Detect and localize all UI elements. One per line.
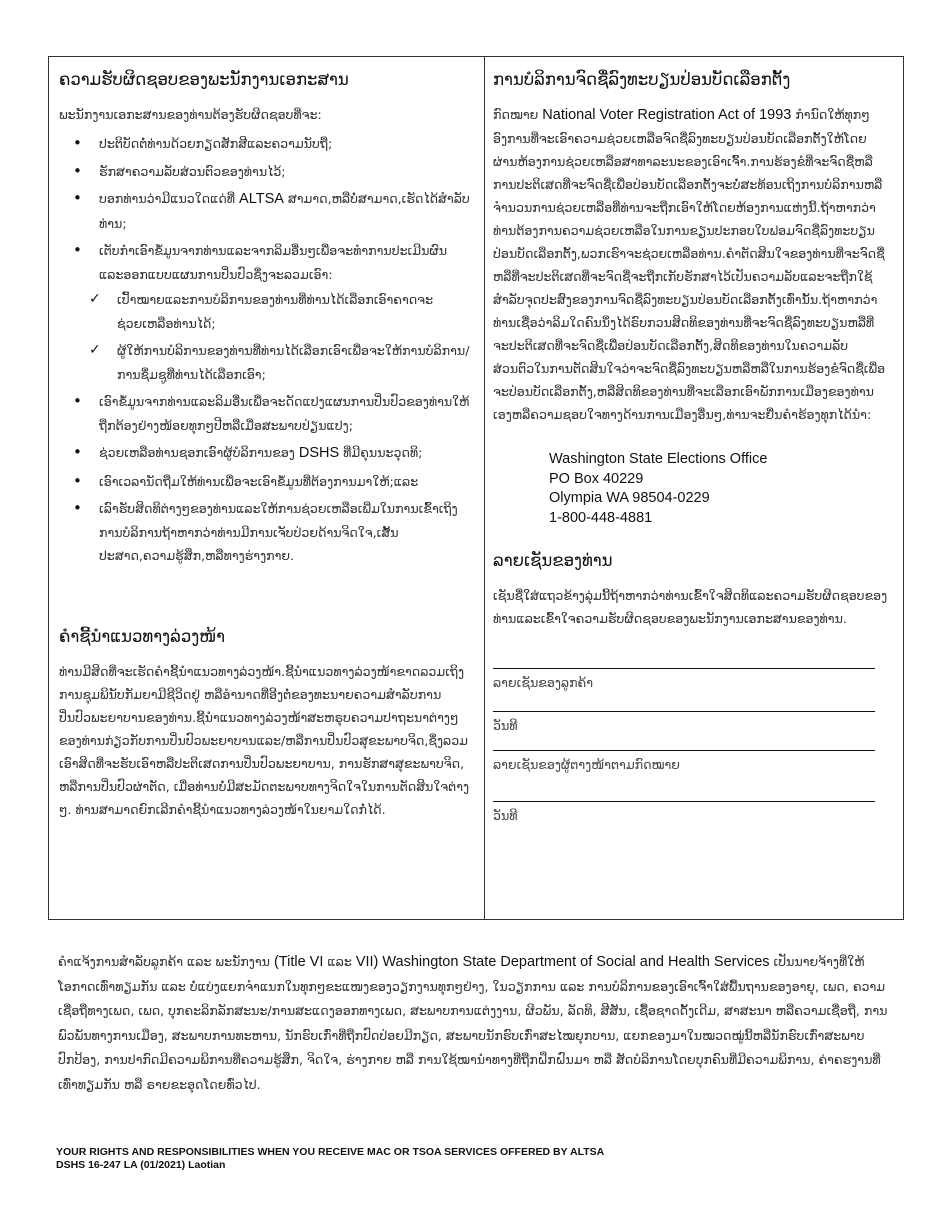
client-signature-field[interactable] [493,668,889,693]
nondiscrimination-notice [58,950,890,1097]
body-text: ກຳນົດໃຫ້ທຸກໆອົງການທີ່ຈະເອົາຄວາມຊ່ວຍເຫລືອຈົດຊື່ລົງທະບຽນປ່ອນບັດເລືອກຕັ້ງໃຫ້ໂດຍຜ່ານຫ້ອງການຊ່ວຍເຫລືອສາທາລະນະຂອງເອົາເຈົ້າ.ການຮ້ອງຂໍທີ່ຈະຈົດຊື່ຫລືການປະຕິເສດທີ່ຈະຈົດຊື່ເພື່ອປ່ອນບັດເລືອກຕັ້ງຈະບໍ່ສະທ້ອນເຖິງການບໍລິການຫລືຈຳນວນການຊ່ວຍເຫລືອທີ່ທ່ານຈະຖືກເອົາໃຫ້ໂດຍຫ້ອງການແຫ່ງນີ້.ຖ້າຫາກວ່າທ່ານຕ້ອງການຄວາມຊ່ວຍເຫລືອໃນການຂຽນປະກອບໃບຟອມຈົດຊື່ລົງທະບຽນປ່ອນບັດເລືອກຕັ້ງ,ພວກເຮົາຈະຊ່ວຍເຫລືອທ່ານ.ຄຳຕັດສິນໃຈຂອງທ່ານທີ່ຈະຈົດຊື່ຫລືທີ່ຈະປະຕິເສດທີ່ຈະຈົດຊື່ຈະຖືກເກັບຮັກສາໄວ້ເປັນຄວາມລັບແລະຈະຖືກໃຊ້ສຳລັບຈຸດປະສົງຂອງການຈົດຊື່ລົງທະບຽນປ່ອນບັດເລືອກຕັ້ງເທົ່ານັ້ນ.ຖ້າຫາກວ່າທ່ານເຊື່ອວ່າລິມໃດຄົນນຶ່ງໄດ້ຣົບກວນສິດທິຂອງທ່ານທີ່ຈະຈົດຊື່ລົງທະບຽນຫລືທີ່ຈະປະຕິເສດທີ່ຈະຈົດຊື່ເພື່ອປ່ອນບັດເລືອກຕັ້ງ,ສິດທິຂອງທ່ານໃນຄວາມລັບສ່ວນຕົວໃນການຕັດສິນໃຈວ່າຈະຈົດຊື່ລົງທະບຽນຫລືຫລືໃນການຮ້ອງຂໍຈົດຊື່ເພື່ອຈະປ່ອນບັດເລືອກຕັ້ງ,ຫລືສິດທິຂອງທ່ານທີ່ຈະເລືອກເອົາພັກການເມືອງຂອງທ່ານເອງຫລືຄວາມຊອບໃຈທາງດ້ານການເມືອງອື່ນໆ,ທ່ານຈະຍື່ນຄຳຮ້ອງທຸກໄດ້ນຳ: [493,107,886,422]
advance-directives-section [59,626,470,821]
signature-line[interactable] [493,711,875,712]
address-phone: 1-800-448-4881 [549,509,653,526]
responsibilities-list [59,132,470,568]
checkmark-icon: ✓ [89,342,101,358]
representative-date-field[interactable] [493,801,889,826]
dshs-name-text: VII) Washington State Department of Social and Health Services [355,954,770,970]
signature-body: ເຊັນຊື່ໃສ່ແຖວຂ້າງລຸ່ມນີ້ຖ້າຫາກວ່າທ່ານເຂົ້າໃຈສິດທິແລະຄວາມຮັບຜິດຊອບຂອງທ່ານແລະເຂົ້າໃຈຄວາມຮັບຜິດຊອບຂອງພະນັກງານເອກະສານຂອງທ່ານ. [493,588,888,626]
list-item-text: ເຕັບກຳເອົາຂໍ້ມູນຈາກທ່ານແລະຈາກລິມອື່ນໆເພື່ອຈະທຳການປະເມີນຜົນແລະອອກແບບແຜນການປິ່ນປົວຊຶ່ງຈະລວມເອົາ: [99,243,448,282]
notice-text: ເປັນນາຍຈ້າງທີ່ໃຫ້ໂອກາດເທົ່າທຽມກັນ ແລະ ບໍ່ແບ່ງແຍກຈຳແນກໃນທຸກໆຂະແໜງຂອງວຽກງານທຸກໆຢ່າງ, ໃນວຽກການ ແລະ ການບໍລິການຂອງເອົາເຈົ້າໃສ່ພື້ນຖານຂອງອາຍຸ, ເພດ, ຄວາມເຊື່ອຖືທາງເພດ, ເພດ, ບຸກຄະລິກລັກສະນະ/ການສະແດງອອກທາງເພດ, ສະພາບການແຕ່ງງານ, ຜິວພັນ, ລັດທິ, ສີສັນ, ເຊື້ອຊາດດັ້ງເດີມ, ສາສະນາ ຫລືຄວາມເຊື່ອຖື, ການພົວພັນທາງການເມືອງ, ສະພາບການທະຫານ, ນັກຮົບເກົ່າທີ່ຖືກປົດປ່ອຍມີກຽດ, ສະພາບນັກຮົບເກົ່າສະໄໝຍຸກບານ, ແຍກຂອງມາໃນໝວດໝູ່ນີ້ຫລືນັກຮົບເກົ່າສະພາບປົກປ້ອງ, ການປາກົດມີຄວາມພິການທີ່ຄວາມຮູ້ສຶກ, ຈິດໃຈ, ຮ່າງກາຍ ຫລື ການໃຊ້ໝານຳທາງທີ່ຖືກຝຶກຝົນມາ ຫລື ສັດບໍລິການໂດຍບຸກຄົນທີ່ມີຄວາມພິການ, ຄ່າຄຮງານທີ່ເທົ່າທຽມກັນ ຫລື ຣາຍຂະອຸດໂດຍທົ່ວໄປ. [58,954,888,1092]
body-text: ກົດໝາຍ [493,107,543,122]
dshs-text: DSHS [298,445,340,461]
list-item-text: ສາມາດ,ຫລືບໍ່ສາມາດ,ເຮັດໄດ້ສຳລັບທ່ານ; [99,191,470,231]
voter-registration-title: ການບໍລິການຈົດຊື່ລົງທະບຽນປ່ອນບັດເລືອກຕັ້ງ [493,70,791,89]
elections-office-address [549,450,889,528]
address-line: PO Box 40229 [549,470,644,487]
altsa-text: ALTSA [239,191,284,207]
client-date-label: ວັນທີ [493,718,518,733]
client-date-field[interactable] [493,711,889,736]
case-manager-responsibilities-title: ຄວາມຮັບຜິດຊອບຂອງພະນັກງານເອກະສານ [59,70,349,89]
address-line: Washington State Elections Office [549,451,768,467]
content-frame [48,56,904,920]
list-item: • ເລົາຮັບສິດທິຕ່າງໆຂອງທ່ານແລະໃຫ້ການຊ່ວຍເຫລືອເພີ່ມໃນການເຂົ້າເຖິງການບໍລິການຖ້າຫາກວ່າທ່ານມີການເຈັບປ່ວຍດ້ານຈິດໃຈ,ເສັ້ນປະສາດ,ຄວາມຮູ້ສຶກ,ຫລືທາງຮ່າງກາຍ. [59,497,470,568]
representative-date-label: ວັນທີ [493,808,518,823]
representative-signature-field[interactable] [493,750,889,775]
check-item-text: ເປົ້າໝາຍແລະການບໍລິການຂອງທ່ານທີ່ທ່ານໄດ້ເລືອກເອົາຄາດຈະຊ່ວຍເຫລືອທ່ານໄດ້; [117,292,434,331]
list-item [59,441,470,466]
signature-line[interactable] [493,750,875,751]
list-item [59,239,470,386]
notice-text: ຄຳແຈ້ງການສຳລັບລູກຄ້າ ແລະ ພະນັກງານ [58,954,274,969]
right-column [485,57,903,919]
checkmark-icon: ✓ [89,291,101,307]
form-title: YOUR RIGHTS AND RESPONSIBILITIES WHEN YOU RECEIVE MAC OR TSOA SERVICES OFFERED BY ALTSA [56,1146,605,1158]
advance-directives-title: ຄຳຊີ້ນຳແນວທາງລ່ວງໜ້າ [59,626,226,646]
list-item-text: ຊ່ວຍເຫລືອທ່ານຊອກເອົາຜູ້ບໍລິການຂອງ [99,445,299,460]
list-item-text: ບອກທ່ານວ່າມີແນວໃດແດ່ທີ່ [99,191,240,206]
list-item-text: ທີ່ມີຄຸນນະວຸດທິ; [339,445,423,460]
list-item: • ເອົາເວລານັດຖືມໃຫ້ທ່ານເພື່ອຈະເອົາຂໍ້ມູນທີ່ຕ້ອງການມາໃຫ້;ແລະ [59,470,470,494]
signature-line[interactable] [493,668,875,669]
signature-title: ລາຍເຊັນຂອງທ່ານ [493,551,613,570]
left-column [49,57,485,919]
advance-directives-body: ທ່ານມີສິດທີ່ຈະເຮັດຄຳຊີ້ນຳແນວທາງລ່ວງໜ້າ.ຊີ້ນຳແນວທາງລ່ວງໜ້າຂາດລວມເຖິງການຊຸມພິນັບກັມຍາມີຊີວິດຢູ່ ຫລືອຳນາດທີ່ອີງຕໍ່ຂອງທະນາຍຄວາມສຳລັບການປິ່ນປົວພະຍາບານຂອງທ່ານ.ຊີ້ນຳແນວທາງລ່ວງໜ້າສະຫຣຸບຄວາມປາຖະນາຕ່າງໆຂອງທ່ານກ່ຽວກັບການປິ່ນປົວພະຍາບານແລະ/ຫລືການປິ່ນປົວສຸຂະພາບຈິດ,ຊຶ່ງລວມເອົາສິດທີ່ຈະຮັບເອົາຫລືປະຕິເສດການປິ່ນປົວພະຍາບານ, ການຮັກສາສຸຂະພາບຈິດ, ຫລືການປິ່ນປົວຜ່າຕັດ, ເມື່ອທ່ານບໍ່ມີສະມັດຕະພາບທາງຈິດໃຈໃນການຕັດສິນໃຈຕ່າງໆ. ທ່ານສາມາດຍົກເລີກຄຳຊີ້ນຳແນວທາງລ່ວງໜ້າໃນຍາມໃດກໍ່ໄດ້. [59,663,470,817]
list-item: • ປະຕິບັດຕໍ່ທ່ານດ້ວຍກຽດສັກສີແລະຄວາມນັບຖື; [59,132,470,156]
responsibilities-intro: ພະນັກງານເອກະສານຂອງທ່ານຕ້ອງຮັບຜິດຊອບທີ່ຈະ: [59,107,322,122]
list-item: • ຮັກສາຄວາມລັບສ່ວນຕົວຂອງທ່ານໄວ້; [59,160,470,184]
voter-registration-body [493,103,889,426]
form-identifier [56,1146,604,1172]
list-item [59,187,470,235]
list-item: • ເອົາຂໍ້ມູນຈາກທ່ານແລະລິມອື່ນເພື່ອຈະດັດແປງແຜນການປິ່ນປົວຂອງທ່ານໃຫ້ຖືກຕ້ອງຢ່າງໜ້ອຍທຸກໆປີຫລືເມື່ອສະພາບປ່ຽນແປງ; [59,390,470,437]
client-signature-label: ລາຍເຊັນຂອງລູກຄ້າ [493,675,593,690]
signature-line[interactable] [493,801,875,802]
check-list [87,288,470,386]
nvra-text: National Voter Registration Act of 1993 [542,107,792,123]
check-item [87,288,470,335]
title-vi-text: (Title VI [273,954,324,970]
representative-signature-label: ລາຍເຊັນຂອງຜູ້ຕາງໜ້າຕາມກົດໝາຍ [493,757,680,772]
notice-text: ແລະ [323,954,356,969]
address-line: Olympia WA 98504-0229 [549,490,710,506]
form-number: DSHS 16-247 LA (01/2021) Laotian [56,1159,226,1171]
check-item [87,339,470,386]
check-item-text: ຜູ້ໃຫ້ການບໍລິການຂອງທ່ານທີ່ທ່ານໄດ້ເລືອກເອົາເພື່ອຈະໃຫ້ການບໍລິການ/ການຊ່ຶມຊູທີ່ທ່ານໄດ້ເລືອກເອົາ; [117,343,470,382]
